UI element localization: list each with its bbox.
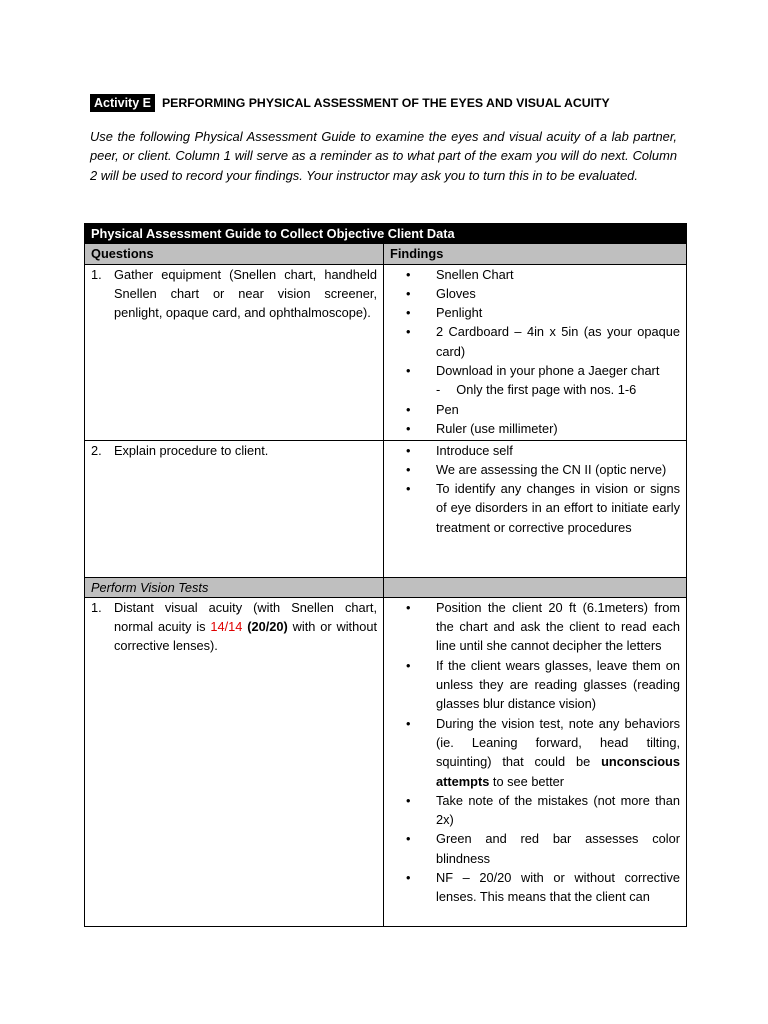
question-number: 2. (91, 442, 102, 458)
assessment-guide-table (84, 223, 687, 927)
bullet-icon: • (406, 420, 411, 436)
list-item: • If the client wears glasses, leave them on unless they are reading glasses (reading glasses blur distance vision) (406, 656, 680, 714)
list-item: • Green and red bar assesses color blindness (406, 829, 680, 868)
list-item: • Position the client 20 ft (6.1meters) from the chart and ask the client to read each line until she cannot decipher the letters (406, 598, 680, 656)
bullet-icon: • (406, 305, 411, 321)
bullet-icon: • (406, 870, 411, 886)
findings-cell (384, 264, 687, 440)
question-number: 1. (91, 266, 102, 282)
findings-list (384, 441, 686, 537)
list-item: • Introduce self (406, 441, 680, 460)
sub-text: Only the first page with nos. 1-6 (456, 382, 637, 398)
list-item: • NF – 20/20 with or without corrective lenses. This means that the client can (406, 868, 680, 907)
question-cell (85, 264, 384, 440)
list-item: • Snellen Chart (406, 265, 680, 284)
question-text: Distant visual acuity (with Snellen chart, normal acuity is 14/14 (20/20) with or without corrective lenses). (114, 599, 378, 654)
table-row (85, 264, 687, 440)
bullet-icon: • (406, 363, 411, 379)
bullet-icon: • (406, 401, 411, 417)
question-cell (85, 597, 384, 926)
question-number: 1. (91, 599, 102, 615)
question-text: Gather equipment (Snellen chart, handheld Snellen chart or near vision screener, penlight, opaque card, and ophthalmoscope). (114, 266, 377, 321)
list-item: • Gloves (406, 284, 680, 303)
bullet-icon: • (406, 285, 411, 301)
table-row (85, 597, 687, 926)
table-row (85, 440, 687, 577)
list-item: • 2 Cardboard – 4in x 5in (as your opaque card) (406, 322, 680, 361)
list-item: • Pen (406, 400, 680, 419)
table-title: Physical Assessment Guide to Collect Objective Client Data (85, 224, 687, 244)
bullet-icon: • (406, 715, 411, 731)
bold-phrase: unconscious attempts (436, 754, 680, 789)
bullet-icon: • (406, 442, 411, 458)
red-acuity-value: 14/14 (210, 619, 243, 635)
bold-acuity-value: (20/20) (247, 619, 288, 635)
bullet-icon: • (406, 324, 411, 340)
section-label: Perform Vision Tests (85, 577, 384, 597)
list-item: • We are assessing the CN II (optic nerve) (406, 460, 680, 479)
bullet-icon: • (406, 461, 411, 477)
activity-heading (90, 94, 610, 112)
bullet-icon: • (406, 481, 411, 497)
intro-paragraph: Use the following Physical Assessment Guide to examine the eyes and visual acuity of a lab partner, peer, or client. Column 1 will serve as a reminder as to what part of the exam you will do next. Column 2 will be used to record your findings. Your instructor may ask you to turn this in to be evaluated. (90, 129, 677, 183)
list-item-sub (406, 380, 680, 399)
list-item: • Download in your phone a Jaeger chart (406, 361, 680, 380)
question-text: Explain procedure to client. (114, 442, 269, 458)
list-item: • During the vision test, note any behaviors (ie. Leaning forward, head tilting, squinting) that could be unconscious attempts to see better (406, 714, 680, 791)
list-item: • Ruler (use millimeter) (406, 419, 680, 438)
list-item: • Penlight (406, 303, 680, 322)
list-item: • Take note of the mistakes (not more than 2x) (406, 791, 680, 830)
section-empty-cell (384, 577, 687, 597)
list-item: • To identify any changes in vision or signs of eye disorders in an effort to initiate early treatment or corrective procedures (406, 479, 680, 537)
findings-cell (384, 440, 687, 577)
bullet-icon: • (406, 831, 411, 847)
column-header-questions: Questions (85, 244, 384, 264)
findings-list (384, 598, 686, 907)
bullet-icon: • (406, 599, 411, 615)
bullet-icon: • (406, 792, 411, 808)
findings-cell (384, 597, 687, 926)
bullet-icon: • (406, 266, 411, 282)
findings-list (384, 265, 686, 439)
column-header-findings: Findings (384, 244, 687, 264)
dash: - (436, 382, 441, 398)
bullet-icon: • (406, 657, 411, 673)
activity-badge: Activity E (90, 94, 155, 112)
question-cell (85, 440, 384, 577)
activity-title: PERFORMING PHYSICAL ASSESSMENT OF THE EYES AND VISUAL ACUITY (161, 96, 610, 110)
